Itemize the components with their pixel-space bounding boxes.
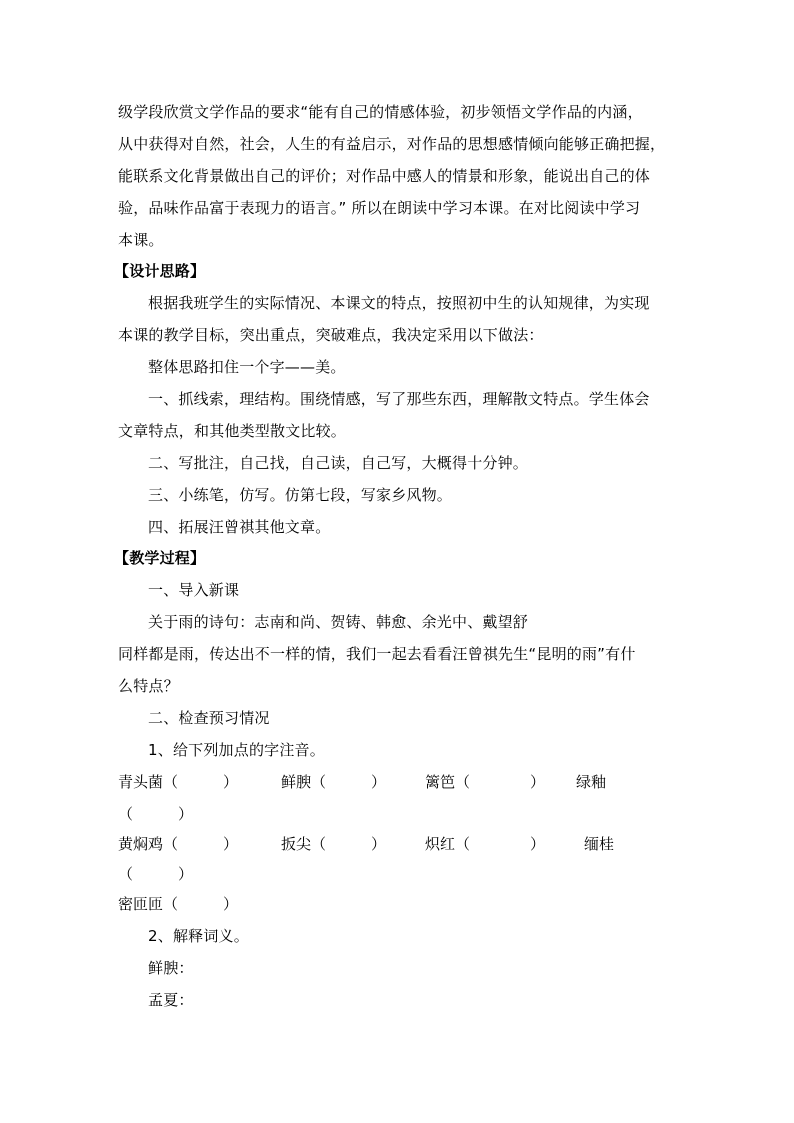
design-item-3: 三、小练笔，仿写。仿第七段，写家乡风物。 bbox=[148, 486, 453, 504]
design-item-2: 二、写批注，自己找，自己读，自己写，大概得十分钟。 bbox=[148, 454, 529, 472]
word-definition-mengxia: 孟夏： bbox=[148, 991, 194, 1009]
pinyin-item-miangui: 缅桂 bbox=[584, 835, 615, 853]
process-intro-line-2: 么特点？ bbox=[118, 677, 179, 695]
pinyin-item-lvyou: 绿釉 bbox=[576, 773, 607, 791]
process-task-2: 2、解释词义。 bbox=[148, 927, 249, 945]
process-step-1: 一、导入新课 bbox=[148, 581, 240, 599]
process-poems: 关于雨的诗句：志南和尚、贺铸、韩愈、余光中、戴望舒 bbox=[148, 613, 529, 631]
design-heading: 【设计思路】 bbox=[114, 262, 206, 280]
intro-line-4: 验，品味作品富于表现力的语言。” 所以在朗读中学习本课。在对比阅读中学习 bbox=[118, 199, 641, 217]
pinyin-item-huangmenji: 黄焖鸡（ ） bbox=[118, 835, 239, 853]
design-paragraph-line-2: 本课的教学目标，突出重点，突破难点，我决定采用以下做法： bbox=[118, 326, 544, 344]
design-overall-idea: 整体思路扣住一个字——美。 bbox=[148, 358, 346, 376]
design-paragraph-line-1: 根据我班学生的实际情况、本课文的特点，按照初中生的认知规律，为实现 bbox=[148, 294, 650, 312]
design-item-1-line-2: 文章特点，和其他类型散文比较。 bbox=[118, 422, 347, 440]
design-item-1-line-1: 一、抓线索，理结构。围绕情感，写了那些东西，理解散文特点。学生体会 bbox=[148, 390, 650, 408]
process-intro-line-1: 同样都是雨，传达出不一样的情，我们一起去看看汪曾祺先生“昆明的雨”有什 bbox=[118, 645, 636, 663]
pinyin-item-chihong: 炽红（ ） bbox=[425, 835, 546, 853]
pinyin-item-liba: 篱笆（ ） bbox=[425, 773, 546, 791]
process-task-1: 1、给下列加点的字注音。 bbox=[148, 741, 325, 759]
intro-line-2: 从中获得对自然，社会，人生的有益启示，对作品的思想感情倾向能够正确把握， bbox=[118, 135, 666, 153]
pinyin-blank-miangui: （ ） bbox=[118, 865, 194, 883]
intro-line-3: 能联系文化背景做出自己的评价；对作品中感人的情景和形象，能说出自己的体 bbox=[118, 167, 651, 185]
word-definition-xianyu: 鲜腴： bbox=[148, 959, 194, 977]
intro-line-1: 级学段欣赏文学作品的要求“能有自己的情感体验，初步领悟文学作品的内涵， bbox=[118, 103, 643, 121]
pinyin-item-xianyu: 鲜腴（ ） bbox=[281, 773, 387, 791]
process-heading: 【教学过程】 bbox=[114, 549, 206, 567]
pinyin-item-mizaza: 密匝匝（ ） bbox=[118, 895, 239, 913]
pinyin-item-banjian: 扳尖（ ） bbox=[281, 835, 387, 853]
pinyin-item-qingtoujun: 青头菌（ ） bbox=[118, 773, 239, 791]
pinyin-blank-lvyou: （ ） bbox=[118, 805, 194, 823]
design-item-4: 四、拓展汪曾祺其他文章。 bbox=[148, 518, 331, 536]
process-step-2: 二、检查预习情况 bbox=[148, 709, 270, 727]
intro-line-5: 本课。 bbox=[118, 231, 164, 249]
